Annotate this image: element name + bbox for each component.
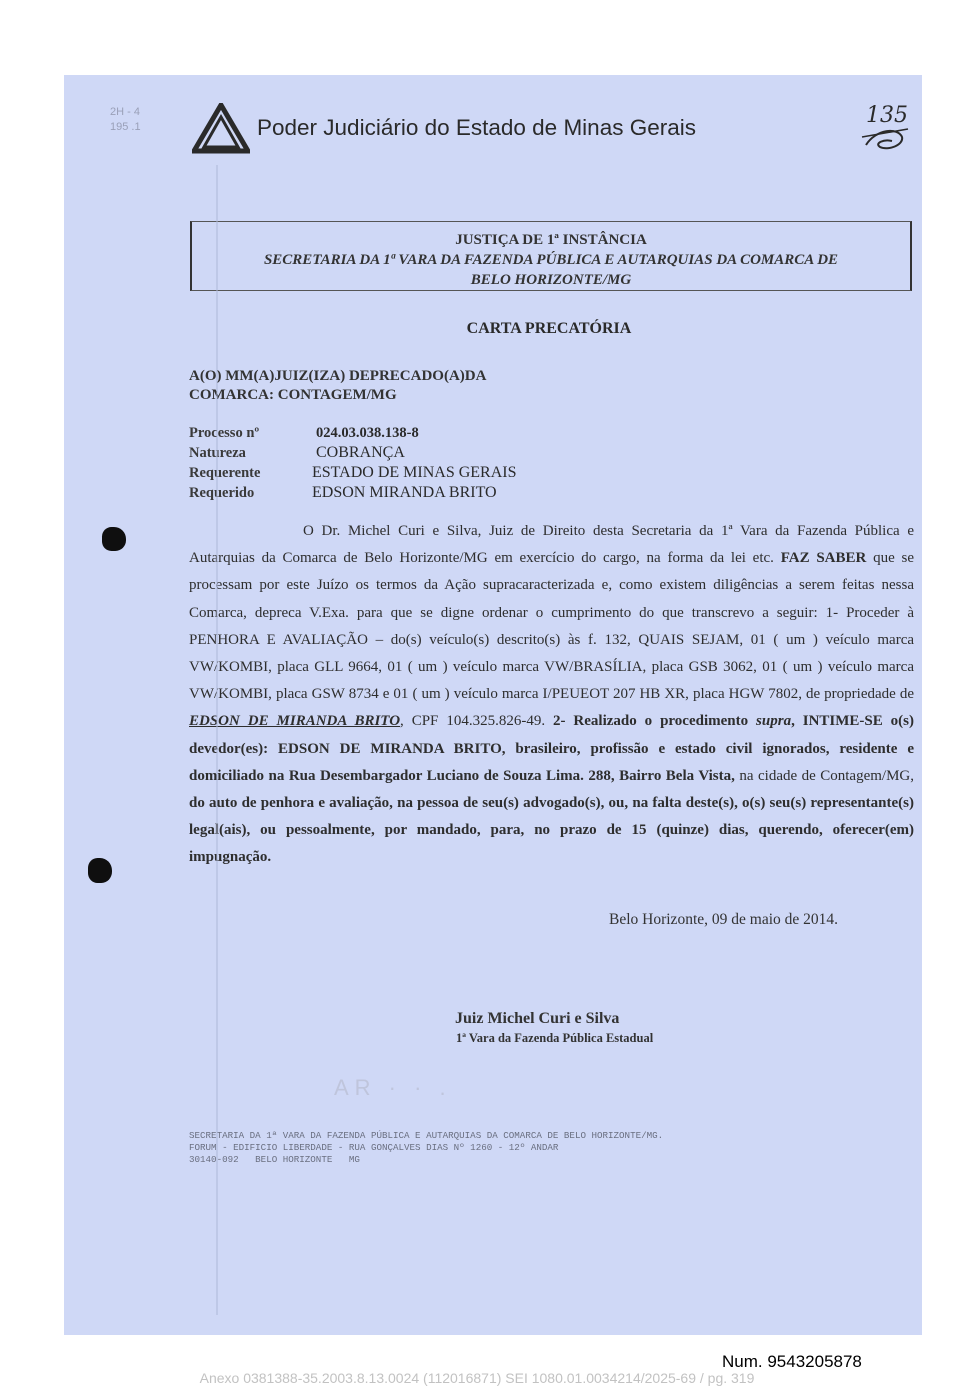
process-label: Processo nº xyxy=(189,425,260,441)
footer-line-1: SECRETARIA DA 1ª VARA DA FAZENDA PÚBLICA E AUTARQUIAS DA COMARCA DE BELO HORIZONTE/MG. xyxy=(189,1130,664,1141)
stamp-line-1: 2H - 4 xyxy=(110,106,140,118)
body-request: que se processam por este Juízo os termos da Ação supracaracterizada e, como existem diligências a serem feitas nessa Comarca, depreca V.Exa. para que se digne ordenar o cumprimento do que transcrevo a seguir: xyxy=(189,550,915,621)
body-owner: EDSON DE MIRANDA BRITO xyxy=(189,713,401,730)
body-item2-d: do auto de penhora e avaliação, na pessoa de seu(s) advogado(s), ou, na falta deste(s), o(s) seu(s) representante(s) legal(ais), ou pessoalmente, por mandado, para, no prazo de 15 (quinze) dias, querendo, oferecer(em) impugnação. xyxy=(189,795,914,866)
heading-city: BELO HORIZONTE/MG xyxy=(470,272,632,288)
nature-label: Natureza xyxy=(189,445,246,461)
body-item2-a: 2- Realizado o procedimento xyxy=(553,713,749,730)
stamp-line-2: 195 .1 xyxy=(110,121,141,133)
document-footer xyxy=(189,1130,663,1166)
folio-rubric-icon xyxy=(858,99,914,159)
defendant-value: EDSON MIRANDA BRITO xyxy=(312,484,497,501)
body-intro: O Dr. Michel Curi e Silva, Juiz de Direito desta Secretaria da 1ª Vara da Fazenda Pública e Autarquias da Comarca de Belo Horizonte/MG em exercício do cargo, na forma da lei etc. xyxy=(189,523,914,567)
signer-name: Juiz Michel Curi e Silva xyxy=(455,1010,620,1027)
footer-line-2: FORUM - EDIFICIO LIBERDADE - RUA GONÇALVES DIAS Nº 1260 - 12º ANDAR xyxy=(189,1142,559,1153)
plaintiff-label: Requerente xyxy=(189,465,261,481)
body-item1-text: – do(s) veículo(s) descrito(s) às f. 132, QUAIS SEJAM, 01 ( um ) veículo marca VW/KOMBI, placa GLL 9664, 01 ( um ) veículo marca VW/BRASÍLIA, placa GSB 3062, 01 ( um ) veículo marca VW/KOMBI, placa GSW 8734 e 01 ( um ) veículo marca I/PEUEOT 207 HB XR, placa HGW 7802, de propriedade de xyxy=(189,631,915,703)
body-supra: supra xyxy=(756,713,792,730)
court-crest-icon xyxy=(192,103,250,155)
addressee-line-1: A(O) MM(A)JUIZ(IZA) DEPRECADO(A)DA xyxy=(189,368,487,384)
plaintiff-value: ESTADO DE MINAS GERAIS xyxy=(312,464,517,481)
annex-reference: Anexo 0381388-35.2003.8.13.0024 (112016871) SEI 1080.01.0034214/2025-69 / pg. 319 xyxy=(199,1370,755,1386)
folio-number xyxy=(858,99,914,159)
scanned-document xyxy=(64,75,922,1335)
heading-secretariat: SECRETARIA DA 1ª VARA DA FAZENDA PÚBLICA E AUTARQUIAS DA COMARCA DE xyxy=(263,252,839,268)
document-title: CARTA PRECATÓRIA xyxy=(466,320,632,337)
nature-value: COBRANÇA xyxy=(316,444,405,461)
document-number: Num. 9543205878 xyxy=(722,1352,862,1371)
scan-margin-line xyxy=(216,165,219,1315)
addressee-line-2: COMARCA: CONTAGEM/MG xyxy=(189,387,397,403)
folio-text: 135 xyxy=(866,103,908,128)
letter-body xyxy=(189,518,914,872)
body-faz-saber: FAZ SABER xyxy=(780,550,867,567)
redaction-blot xyxy=(88,858,112,883)
faint-signature: AR · · . xyxy=(334,1075,452,1100)
court-name: Poder Judiciário do Estado de Minas Gerais xyxy=(257,115,696,140)
body-item2-b: , INTIME-SE o(s) devedor(es): EDSON DE MIRANDA BRITO, brasileiro, profissão e estado civil ignorados, residente e domiciliado na Rua Desembargador Luciano de Souza Lima. 288, Bairro Bela Vista, xyxy=(189,713,915,784)
signer-role: 1ª Vara da Fazenda Pública Estadual xyxy=(456,1031,654,1045)
heading-instance: JUSTIÇA DE 1ª INSTÂNCIA xyxy=(455,232,647,248)
body-cpf: , CPF 104.325.826-49. xyxy=(400,713,546,730)
body-item1-head: 1- Proceder à PENHORA E AVALIAÇÃO xyxy=(189,604,914,648)
process-value: 024.03.038.138-8 xyxy=(316,425,419,441)
faded-stamp xyxy=(110,105,141,135)
defendant-label: Requerido xyxy=(189,485,255,501)
footer-line-3: 30140-092 BELO HORIZONTE MG xyxy=(189,1154,360,1165)
redaction-blot xyxy=(102,527,126,551)
addressee xyxy=(189,367,486,405)
place-date: Belo Horizonte, 09 de maio de 2014. xyxy=(609,911,839,928)
heading-box xyxy=(190,221,912,291)
body-item2-c: na cidade de Contagem/MG, xyxy=(739,767,915,784)
